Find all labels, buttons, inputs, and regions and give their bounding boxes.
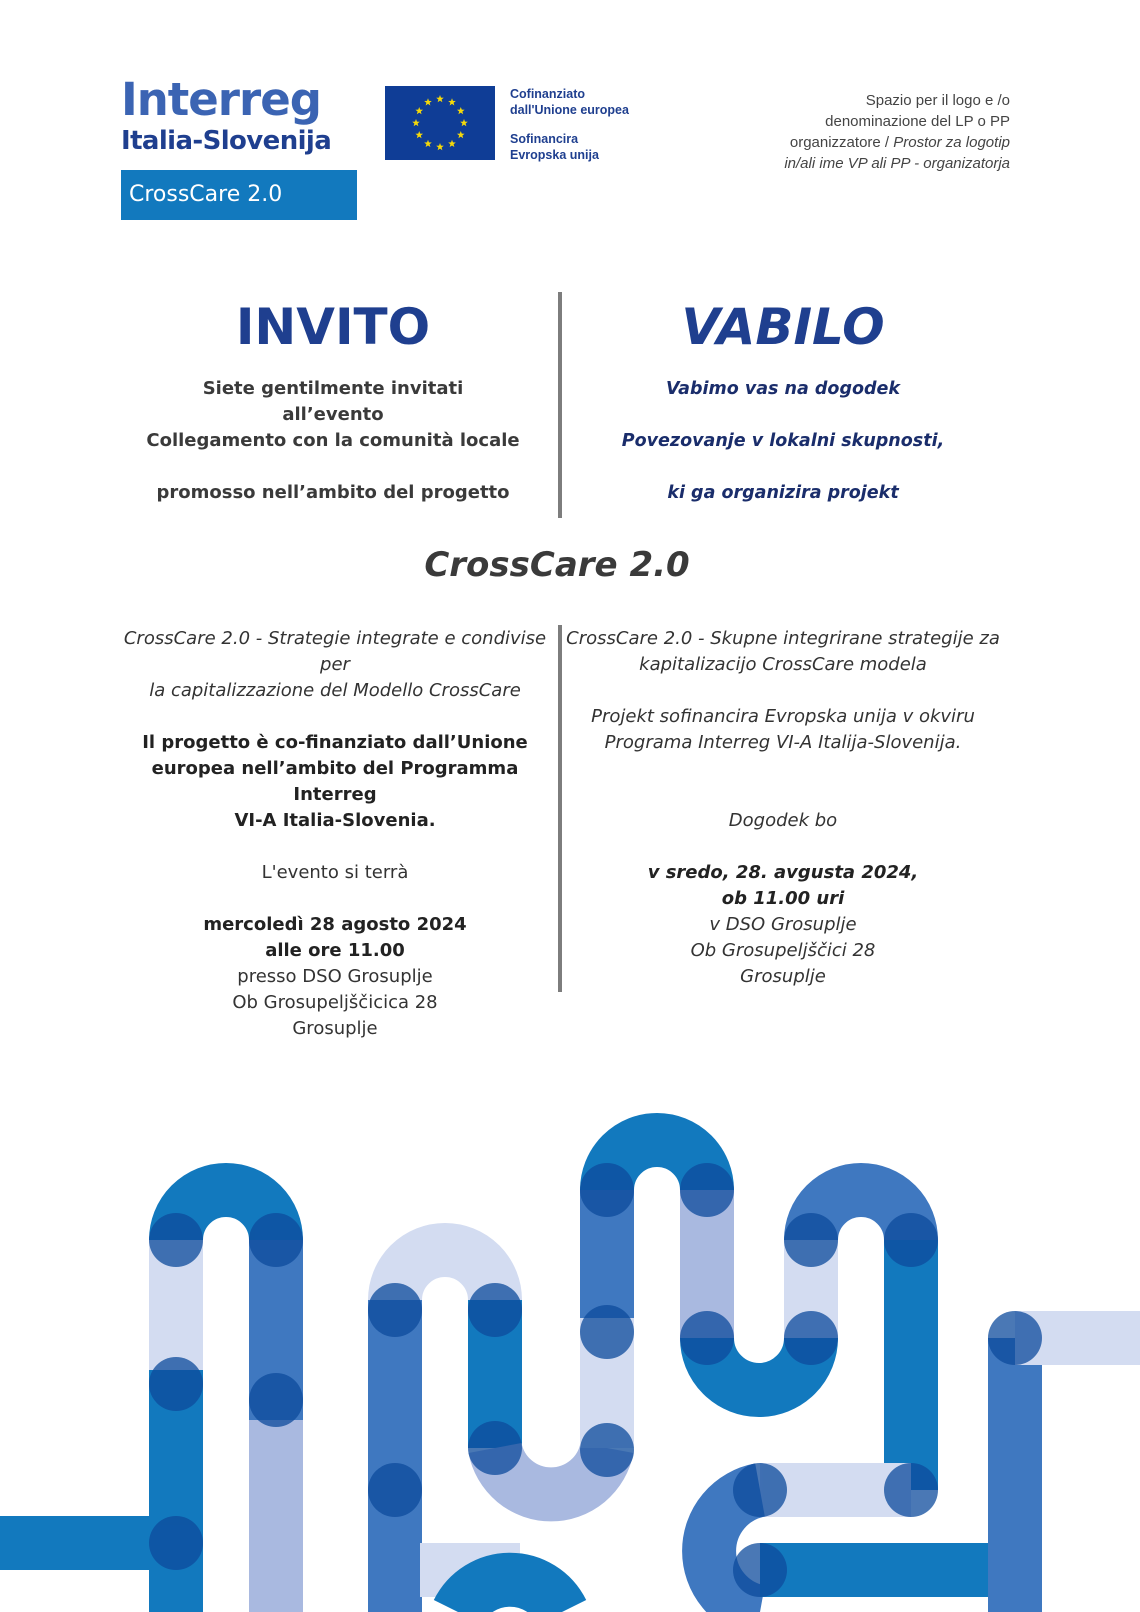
pipe-joint xyxy=(249,1213,303,1267)
eu-label-line: Evropska unija xyxy=(510,148,599,162)
italian-intro-column xyxy=(110,292,556,506)
cofinance-statement: VI-A Italia-Slovenia. xyxy=(234,810,436,831)
slovenian-details-column xyxy=(560,626,1006,990)
logo-badge: CrossCare 2.0 xyxy=(121,170,357,220)
pipe-joint xyxy=(680,1311,734,1365)
intro-line: Vabimo vas na dogodek xyxy=(665,379,901,399)
pipe-joint xyxy=(468,1421,522,1475)
pipe-joint xyxy=(149,1357,203,1411)
event-venue: v DSO Grosuplje xyxy=(709,914,857,935)
placeholder-italic: in/ali ime VP ali PP - organizatorja xyxy=(784,155,1010,172)
placeholder-line xyxy=(750,153,1010,174)
organizer-logo-placeholder xyxy=(750,90,1010,174)
slovenian-title: VABILO xyxy=(681,298,885,356)
eu-flag-icon xyxy=(385,86,495,160)
decorative-pipes-graphic xyxy=(0,1100,1140,1612)
placeholder-line xyxy=(750,132,1010,153)
project-description: la capitalizzazione del Modello CrossCare xyxy=(149,680,521,701)
project-title: CrossCare 2.0 xyxy=(424,545,690,585)
event-date: mercoledì 28 agosto 2024 xyxy=(203,914,467,935)
pipe-joint xyxy=(733,1543,787,1597)
intro-line: Povezovanje v lokalni skupnosti, xyxy=(621,431,945,451)
event-intro: L'evento si terrà xyxy=(261,862,409,883)
event-date: v sredo, 28. avgusta 2024, xyxy=(647,862,919,883)
slovenian-intro xyxy=(560,376,1006,506)
event-city: Grosuplje xyxy=(292,1018,378,1039)
pipe-joint xyxy=(884,1463,938,1517)
pipe-joint xyxy=(149,1213,203,1267)
pipe-joint xyxy=(988,1311,1042,1365)
event-time: ob 11.00 uri xyxy=(721,888,845,909)
pipe-segment xyxy=(458,1580,562,1612)
italian-title: INVITO xyxy=(235,298,431,356)
placeholder-text: organizzatore / xyxy=(789,134,890,151)
project-description: CrossCare 2.0 - Strategie integrate e condivise per xyxy=(123,628,547,675)
pipe-joint xyxy=(149,1516,203,1570)
cofinance-statement: Il progetto è co-finanziato dall’Unione xyxy=(142,732,528,753)
event-venue: presso DSO Grosuplje xyxy=(237,966,433,987)
cofinance-statement: europea nell’ambito del Programma Interreg xyxy=(151,758,519,805)
intro-line: ki ga organizira projekt xyxy=(667,483,899,503)
pipe-joint xyxy=(580,1305,634,1359)
pipe-joint xyxy=(580,1163,634,1217)
pipe-joint xyxy=(468,1283,522,1337)
logo-wordmark: Interreg xyxy=(121,73,321,126)
eu-label-line: dall'Unione europea xyxy=(510,103,629,117)
slovenian-intro-column xyxy=(560,292,1006,506)
pipe-joint xyxy=(884,1213,938,1267)
placeholder-line: Spazio per il logo e /o xyxy=(865,92,1010,109)
pipe-joint xyxy=(580,1423,634,1477)
intro-line: all’evento xyxy=(282,404,384,425)
eu-label-line: Cofinanziato xyxy=(510,87,585,101)
project-description: kapitalizacijo CrossCare modela xyxy=(639,654,927,675)
event-city: Grosuplje xyxy=(740,966,826,987)
logo-country: Italia-Slovenija xyxy=(121,126,332,156)
italian-details-column xyxy=(110,626,560,1042)
interreg-logo xyxy=(121,74,357,220)
italian-intro xyxy=(110,376,556,506)
pipe-joint xyxy=(368,1283,422,1337)
intro-line: Siete gentilmente invitati xyxy=(202,378,464,399)
event-address: Ob Grosupeljščici 28 xyxy=(690,940,876,961)
intro-line: Collegamento con la comunità locale xyxy=(146,430,520,451)
cofinance-statement: Projekt sofinancira Evropska unija v okviru xyxy=(591,706,975,727)
placeholder-line: denominazione del LP o PP xyxy=(825,113,1010,130)
pipe-joint xyxy=(733,1463,787,1517)
event-address: Ob Grosupeljščicica 28 xyxy=(232,992,438,1013)
pipe-joint xyxy=(784,1311,838,1365)
event-intro: Dogodek bo xyxy=(728,810,838,831)
cofinance-statement: Programa Interreg VI-A Italija-Slovenija. xyxy=(604,732,962,753)
event-time: alle ore 11.00 xyxy=(265,940,405,961)
pipe-joint xyxy=(249,1373,303,1427)
pipe-joint xyxy=(784,1213,838,1267)
pipe-joint xyxy=(368,1463,422,1517)
eu-label-line: Sofinancira xyxy=(510,132,579,146)
intro-line: promosso nell’ambito del progetto xyxy=(156,482,510,503)
pipe-joint xyxy=(680,1163,734,1217)
project-description: CrossCare 2.0 - Skupne integrirane strategije za xyxy=(566,628,1000,649)
placeholder-italic: Prostor za logotip xyxy=(893,134,1010,151)
eu-cofinance-label xyxy=(510,86,670,163)
